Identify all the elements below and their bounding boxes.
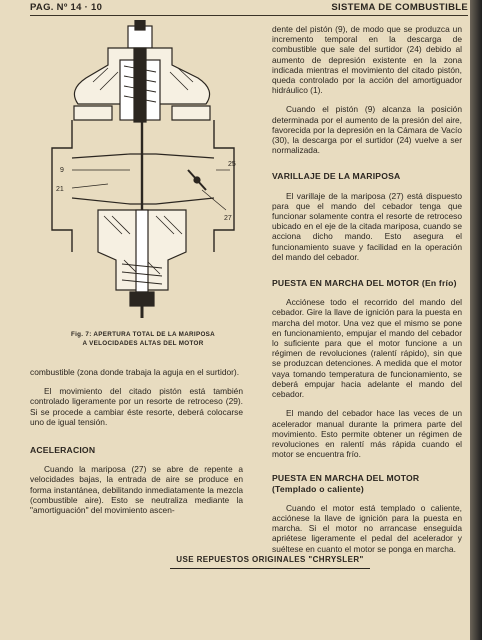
right-column <box>272 24 462 563</box>
damper-stem <box>135 20 145 30</box>
paragraph: El movimiento del citado pistón está también controlado ligeramente por un resorte de retroceso (29). Si se procede a cambiar éste resorte, deberá colocarse uno de igual tensión. <box>30 386 243 427</box>
caption-line-2: A VELOCIDADES ALTAS DEL MOTOR <box>82 340 204 347</box>
footer-note: USE REPUESTOS ORIGINALES "CHRYSLER" <box>176 555 364 564</box>
paragraph: combustible (zona donde trabaja la aguja en el surtidor). <box>30 367 240 377</box>
heading-puesta-frio: PUESTA EN MARCHA DEL MOTOR (En frío) <box>272 278 457 289</box>
throttle-spindle <box>194 177 200 183</box>
scan-edge <box>470 0 482 640</box>
left-column <box>30 367 243 524</box>
housing-left <box>74 106 112 120</box>
jet-tube <box>136 210 148 292</box>
page-number: PAG. Nº 14 · 10 <box>30 2 103 13</box>
callout-21: 21 <box>56 186 64 193</box>
leader-21 <box>72 184 108 188</box>
callout-25: 25 <box>228 161 236 168</box>
carburetor-diagram <box>38 20 248 320</box>
section-title: SISTEMA DE COMBUSTIBLE <box>331 2 468 13</box>
callout-27: 27 <box>224 215 232 222</box>
housing-right <box>172 106 210 120</box>
caption-line-1: Fig. 7: APERTURA TOTAL DE LA MARIPOSA <box>70 331 216 338</box>
header-rule <box>30 15 468 16</box>
paragraph: Acciónese todo el recorrido del mando del cebador. Gire la llave de ignición para la puesta en marcha del motor. Una vez que el mismo se pone en funcionamiento, empujar el mando del cebador lo suficiente para que el motor funcione a un régimen de revoluciones (ralentí rápido), sin que se produzcan detenciones. A medida que el motor vaya tomando temperatura de funcionamiento, se deberá empujar hacia adelante el mando del cebador. <box>272 297 462 400</box>
figure-caption <box>38 330 248 348</box>
callout-9: 9 <box>60 167 64 174</box>
housing-wall-right <box>214 120 234 252</box>
paragraph: Cuando el pistón (9) alcanza la posición determinada por el aumento de la presión del aire, favorecida por la depresión en la Cámara de Vacío (30), la descarga por el surtidor (24) vuelve a ser normalizada. <box>272 104 462 156</box>
heading-puesta-templado: PUESTA EN MARCHA DEL MOTOR (Templado o caliente) <box>272 473 420 494</box>
jet-adjusting-nut <box>130 292 154 306</box>
paragraph: Cuando el motor está templado o caliente, acciónese la llave de ignición para la puesta en marcha. Si el motor no arrancase enseguida apriétese ligeramente el pedal del acelerador y suéltese en cuanto el motor se ponga en marcha. <box>272 502 462 554</box>
paragraph: dente del pistón (9), de modo que se produzca un incremento temporal en la descarga de combustible que sale del surtidor (24) debido al aumento de depresión existente en la zona indicada mientras el movimiento del citado pistón, queda controlado por la acción del amortiguador hidráulico (1). <box>272 24 462 96</box>
footer-rule <box>170 568 370 569</box>
paragraph: Cuando la mariposa (27) se abre de repente a velocidades bajas, la entrada de aire se produce en forma instantánea, debilitando inmediatamente la mezcla (combustible aire). Esto se neutraliza mediante la "amortiguación" del movimiento ascen- <box>30 464 243 516</box>
piston-rod <box>134 48 146 122</box>
heading-aceleracion: ACELERACION <box>30 445 96 456</box>
paragraph: El varillaje de la mariposa (27) está dispuesto para que el mando del cebador tenga que funcionar solamente contra el resorte de retroceso ubicado en el eje de la citada mariposa, cuando se acciona dicho mando. Esto asegura el funcionamiento suave y facilidad en la operación del mando del cebador. <box>272 190 462 262</box>
paragraph: El mando del cebador hace las veces de un acelerador manual durante la primera parte del movimiento. Esto permite obtener un régimen de revoluciones en ralentí más rápida cuando el motor se encuentra frío. <box>272 408 462 460</box>
leader-27 <box>202 190 226 210</box>
heading-varillaje: VARILLAJE DE LA MARIPOSA <box>272 171 401 182</box>
page-header <box>30 2 468 14</box>
